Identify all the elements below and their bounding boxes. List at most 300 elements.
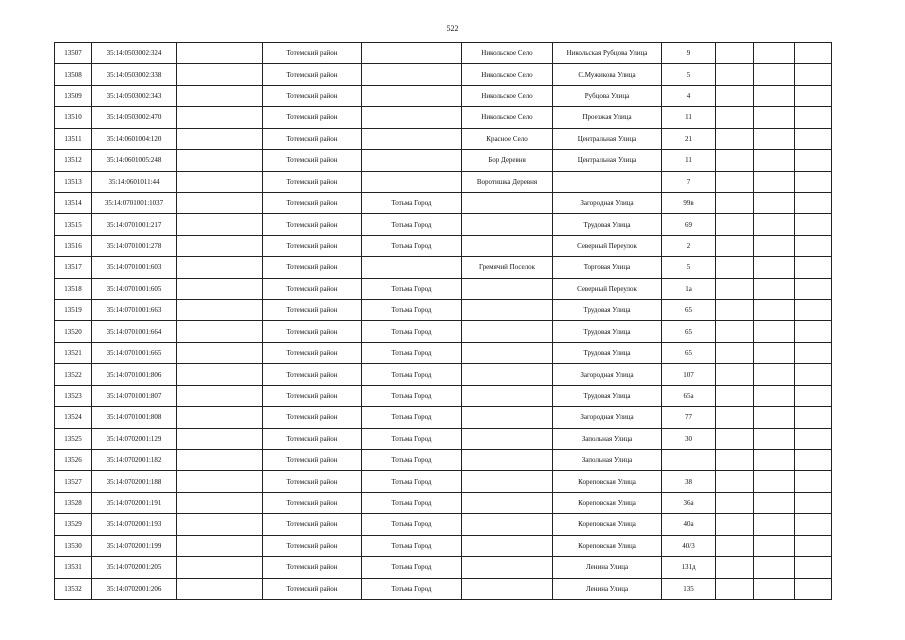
page-number: 522 [446, 24, 459, 33]
table-row [55, 514, 832, 535]
cell-cadastral-number: 35:14:0701001:217 [92, 214, 177, 235]
cell-district: Тотемский район [263, 107, 362, 128]
cell-city: Тотьма Город [362, 492, 462, 513]
table-row [55, 450, 832, 471]
cell-district: Тотемский район [263, 85, 362, 106]
cell-settlement: Никольское Село [462, 107, 553, 128]
cell-blank-col [177, 150, 263, 171]
cell-extra-col-3 [795, 514, 832, 535]
cell-extra-col-3 [795, 450, 832, 471]
table-row [55, 278, 832, 299]
cell-extra-col-2 [754, 150, 795, 171]
cell-extra-col-2 [754, 471, 795, 492]
cell-street: Проезжая Улица [553, 107, 662, 128]
cell-cadastral-number: 35:14:0503002:324 [92, 43, 177, 64]
cell-extra-col-3 [795, 128, 832, 149]
cell-record-number: 13530 [55, 535, 92, 556]
cell-city [362, 171, 462, 192]
cell-district: Тотемский район [263, 364, 362, 385]
cell-extra-col-1 [716, 235, 754, 256]
cell-city [362, 64, 462, 85]
cell-house-number: 65а [662, 385, 716, 406]
cell-extra-col-3 [795, 214, 832, 235]
cell-record-number: 13522 [55, 364, 92, 385]
cell-city: Тотьма Город [362, 300, 462, 321]
cell-house-number: 5 [662, 64, 716, 85]
cell-extra-col-1 [716, 214, 754, 235]
cell-record-number: 13520 [55, 321, 92, 342]
cell-district: Тотемский район [263, 535, 362, 556]
cell-district: Тотемский район [263, 192, 362, 213]
cell-district: Тотемский район [263, 428, 362, 449]
cell-extra-col-1 [716, 257, 754, 278]
cell-street [553, 171, 662, 192]
cell-extra-col-1 [716, 321, 754, 342]
table-row [55, 192, 832, 213]
table-row [55, 385, 832, 406]
cell-cadastral-number: 35:14:0702001:206 [92, 578, 177, 599]
cell-city [362, 85, 462, 106]
cell-house-number: 40/3 [662, 535, 716, 556]
cell-city: Тотьма Город [362, 578, 462, 599]
cell-city [362, 150, 462, 171]
cell-house-number: 30 [662, 428, 716, 449]
cell-house-number [662, 450, 716, 471]
cell-extra-col-3 [795, 64, 832, 85]
cell-city [362, 107, 462, 128]
cell-record-number: 13511 [55, 128, 92, 149]
cell-settlement [462, 364, 553, 385]
cell-settlement [462, 557, 553, 578]
cell-house-number: 2 [662, 235, 716, 256]
cell-city: Тотьма Город [362, 557, 462, 578]
cell-street: Трудовая Улица [553, 300, 662, 321]
cell-record-number: 13517 [55, 257, 92, 278]
cell-cadastral-number: 35:14:0702001:182 [92, 450, 177, 471]
cell-extra-col-2 [754, 492, 795, 513]
cell-cadastral-number: 35:14:0601004:120 [92, 128, 177, 149]
cell-cadastral-number: 35:14:0601011:44 [92, 171, 177, 192]
cell-district: Тотемский район [263, 128, 362, 149]
cell-city: Тотьма Город [362, 192, 462, 213]
cell-cadastral-number: 35:14:0702001:205 [92, 557, 177, 578]
cell-settlement: Никольское Село [462, 85, 553, 106]
cell-extra-col-1 [716, 364, 754, 385]
cell-settlement [462, 214, 553, 235]
cell-blank-col [177, 471, 263, 492]
cell-record-number: 13514 [55, 192, 92, 213]
cell-blank-col [177, 557, 263, 578]
cell-blank-col [177, 492, 263, 513]
table-row [55, 43, 832, 64]
cell-district: Тотемский район [263, 214, 362, 235]
cell-extra-col-2 [754, 214, 795, 235]
cell-record-number: 13525 [55, 428, 92, 449]
cell-house-number: 36а [662, 492, 716, 513]
cell-blank-col [177, 107, 263, 128]
cell-house-number: 5 [662, 257, 716, 278]
cell-district: Тотемский район [263, 235, 362, 256]
cell-extra-col-2 [754, 364, 795, 385]
cell-record-number: 13516 [55, 235, 92, 256]
table-row [55, 535, 832, 556]
cell-district: Тотемский район [263, 407, 362, 428]
cell-street: Трудовая Улица [553, 385, 662, 406]
cell-city: Тотьма Город [362, 428, 462, 449]
table-row [55, 321, 832, 342]
cell-cadastral-number: 35:14:0702001:191 [92, 492, 177, 513]
cell-extra-col-2 [754, 171, 795, 192]
cell-blank-col [177, 43, 263, 64]
cell-record-number: 13523 [55, 385, 92, 406]
cell-extra-col-3 [795, 342, 832, 363]
cell-extra-col-1 [716, 107, 754, 128]
table-row [55, 300, 832, 321]
cell-city: Тотьма Город [362, 407, 462, 428]
cell-extra-col-2 [754, 321, 795, 342]
cell-blank-col [177, 514, 263, 535]
cell-blank-col [177, 300, 263, 321]
table-row [55, 107, 832, 128]
cell-street: Кореповская Улица [553, 514, 662, 535]
cell-blank-col [177, 192, 263, 213]
cell-blank-col [177, 214, 263, 235]
cell-record-number: 13509 [55, 85, 92, 106]
cell-blank-col [177, 450, 263, 471]
cell-settlement [462, 321, 553, 342]
table-row [55, 128, 832, 149]
registry-body [55, 43, 832, 600]
cell-district: Тотемский район [263, 171, 362, 192]
cell-house-number: 69 [662, 214, 716, 235]
cell-house-number: 107 [662, 364, 716, 385]
cell-district: Тотемский район [263, 321, 362, 342]
cell-district: Тотемский район [263, 300, 362, 321]
cell-cadastral-number: 35:14:0701001:1037 [92, 192, 177, 213]
cell-settlement [462, 192, 553, 213]
cell-street: Торговая Улица [553, 257, 662, 278]
cell-street: Трудовая Улица [553, 342, 662, 363]
cell-street: Кореповская Улица [553, 471, 662, 492]
cell-extra-col-1 [716, 407, 754, 428]
cell-house-number: 9 [662, 43, 716, 64]
cell-extra-col-1 [716, 471, 754, 492]
cell-extra-col-1 [716, 171, 754, 192]
cell-district: Тотемский район [263, 278, 362, 299]
cell-settlement: Бор Деревня [462, 150, 553, 171]
cell-house-number: 135 [662, 578, 716, 599]
cell-settlement [462, 450, 553, 471]
cell-extra-col-3 [795, 407, 832, 428]
cell-record-number: 13512 [55, 150, 92, 171]
cell-extra-col-3 [795, 535, 832, 556]
cell-district: Тотемский район [263, 557, 362, 578]
cell-extra-col-2 [754, 257, 795, 278]
cell-settlement [462, 342, 553, 363]
table-row [55, 364, 832, 385]
cell-street: Центральная Улица [553, 128, 662, 149]
cell-extra-col-3 [795, 171, 832, 192]
cell-extra-col-3 [795, 557, 832, 578]
cell-city: Тотьма Город [362, 235, 462, 256]
cell-extra-col-3 [795, 43, 832, 64]
table-row [55, 578, 832, 599]
cell-settlement [462, 385, 553, 406]
table-row [55, 257, 832, 278]
table-row [55, 471, 832, 492]
cell-blank-col [177, 342, 263, 363]
cell-record-number: 13532 [55, 578, 92, 599]
cell-house-number: 11 [662, 107, 716, 128]
cell-settlement: Никольское Село [462, 64, 553, 85]
cell-settlement: Никольское Село [462, 43, 553, 64]
cell-extra-col-2 [754, 514, 795, 535]
cell-street: Загородная Улица [553, 364, 662, 385]
cell-city [362, 43, 462, 64]
cell-cadastral-number: 35:14:0701001:603 [92, 257, 177, 278]
cell-extra-col-3 [795, 578, 832, 599]
cell-extra-col-2 [754, 428, 795, 449]
cell-extra-col-2 [754, 43, 795, 64]
cell-record-number: 13524 [55, 407, 92, 428]
cell-extra-col-2 [754, 300, 795, 321]
cell-street: Запольная Улица [553, 450, 662, 471]
cell-city: Тотьма Город [362, 342, 462, 363]
cell-settlement [462, 514, 553, 535]
cell-record-number: 13529 [55, 514, 92, 535]
cell-record-number: 13531 [55, 557, 92, 578]
property-registry-table [54, 42, 832, 600]
cell-extra-col-3 [795, 192, 832, 213]
table-row [55, 171, 832, 192]
cell-street: С.Мужикова Улица [553, 64, 662, 85]
cell-district: Тотемский район [263, 492, 362, 513]
cell-extra-col-3 [795, 85, 832, 106]
cell-city: Тотьма Город [362, 214, 462, 235]
cell-cadastral-number: 35:14:0701001:665 [92, 342, 177, 363]
cell-extra-col-2 [754, 128, 795, 149]
cell-cadastral-number: 35:14:0701001:808 [92, 407, 177, 428]
cell-extra-col-2 [754, 450, 795, 471]
cell-record-number: 13515 [55, 214, 92, 235]
cell-city [362, 257, 462, 278]
cell-extra-col-2 [754, 278, 795, 299]
cell-extra-col-1 [716, 64, 754, 85]
cell-cadastral-number: 35:14:0701001:664 [92, 321, 177, 342]
cell-blank-col [177, 257, 263, 278]
cell-settlement: Гремячий Поселок [462, 257, 553, 278]
cell-extra-col-2 [754, 235, 795, 256]
cell-house-number: 65 [662, 321, 716, 342]
table-row [55, 214, 832, 235]
cell-record-number: 13510 [55, 107, 92, 128]
cell-house-number: 1а [662, 278, 716, 299]
cell-cadastral-number: 35:14:0702001:193 [92, 514, 177, 535]
table-row [55, 150, 832, 171]
cell-blank-col [177, 578, 263, 599]
table-row [55, 492, 832, 513]
cell-cadastral-number: 35:14:0701001:807 [92, 385, 177, 406]
cell-extra-col-3 [795, 150, 832, 171]
cell-house-number: 65 [662, 300, 716, 321]
cell-cadastral-number: 35:14:0503002:343 [92, 85, 177, 106]
table-row [55, 407, 832, 428]
cell-extra-col-3 [795, 300, 832, 321]
cell-cadastral-number: 35:14:0701001:278 [92, 235, 177, 256]
cell-settlement [462, 300, 553, 321]
table-row [55, 235, 832, 256]
cell-cadastral-number: 35:14:0702001:129 [92, 428, 177, 449]
cell-extra-col-1 [716, 43, 754, 64]
cell-extra-col-3 [795, 428, 832, 449]
cell-record-number: 13508 [55, 64, 92, 85]
cell-cadastral-number: 35:14:0701001:605 [92, 278, 177, 299]
cell-settlement [462, 428, 553, 449]
cell-extra-col-3 [795, 235, 832, 256]
cell-district: Тотемский район [263, 257, 362, 278]
cell-record-number: 13526 [55, 450, 92, 471]
cell-street: Трудовая Улица [553, 214, 662, 235]
cell-extra-col-1 [716, 428, 754, 449]
cell-city: Тотьма Город [362, 514, 462, 535]
cell-street: Никольская Рубцова Улица [553, 43, 662, 64]
cell-blank-col [177, 321, 263, 342]
cell-settlement [462, 407, 553, 428]
cell-street: Загородная Улица [553, 407, 662, 428]
cell-district: Тотемский район [263, 578, 362, 599]
cell-blank-col [177, 407, 263, 428]
cell-extra-col-1 [716, 85, 754, 106]
cell-house-number: 7 [662, 171, 716, 192]
cell-blank-col [177, 64, 263, 85]
cell-city: Тотьма Город [362, 471, 462, 492]
cell-record-number: 13528 [55, 492, 92, 513]
cell-street: Рубцова Улица [553, 85, 662, 106]
cell-settlement [462, 535, 553, 556]
cell-extra-col-2 [754, 192, 795, 213]
cell-blank-col [177, 171, 263, 192]
cell-cadastral-number: 35:14:0701001:806 [92, 364, 177, 385]
cell-settlement: Воротишка Деревня [462, 171, 553, 192]
cell-blank-col [177, 385, 263, 406]
cell-district: Тотемский район [263, 450, 362, 471]
cell-district: Тотемский район [263, 342, 362, 363]
cell-extra-col-1 [716, 578, 754, 599]
cell-record-number: 13513 [55, 171, 92, 192]
cell-district: Тотемский район [263, 471, 362, 492]
cell-city: Тотьма Город [362, 364, 462, 385]
cell-record-number: 13507 [55, 43, 92, 64]
cell-extra-col-3 [795, 471, 832, 492]
cell-city: Тотьма Город [362, 385, 462, 406]
cell-extra-col-2 [754, 557, 795, 578]
cell-blank-col [177, 278, 263, 299]
cell-settlement [462, 578, 553, 599]
cell-street: Запольная Улица [553, 428, 662, 449]
cell-blank-col [177, 535, 263, 556]
cell-extra-col-1 [716, 342, 754, 363]
cell-city: Тотьма Город [362, 321, 462, 342]
cell-cadastral-number: 35:14:0702001:199 [92, 535, 177, 556]
table-row [55, 342, 832, 363]
cell-street: Кореповская Улица [553, 535, 662, 556]
cell-street: Ленина Улица [553, 578, 662, 599]
cell-settlement: Красное Село [462, 128, 553, 149]
cell-house-number: 11 [662, 150, 716, 171]
cell-house-number: 131д [662, 557, 716, 578]
cell-extra-col-1 [716, 150, 754, 171]
cell-house-number: 77 [662, 407, 716, 428]
cell-cadastral-number: 35:14:0702001:188 [92, 471, 177, 492]
cell-blank-col [177, 128, 263, 149]
cell-cadastral-number: 35:14:0701001:663 [92, 300, 177, 321]
cell-record-number: 13527 [55, 471, 92, 492]
cell-city [362, 128, 462, 149]
cell-district: Тотемский район [263, 64, 362, 85]
cell-street: Центральная Улица [553, 150, 662, 171]
cell-street: Северный Переулок [553, 278, 662, 299]
cell-house-number: 21 [662, 128, 716, 149]
cell-blank-col [177, 235, 263, 256]
table-row [55, 64, 832, 85]
cell-blank-col [177, 428, 263, 449]
cell-extra-col-2 [754, 85, 795, 106]
cell-extra-col-1 [716, 492, 754, 513]
cell-district: Тотемский район [263, 514, 362, 535]
table-row [55, 428, 832, 449]
cell-street: Загородная Улица [553, 192, 662, 213]
cell-blank-col [177, 85, 263, 106]
cell-extra-col-1 [716, 557, 754, 578]
cell-extra-col-2 [754, 407, 795, 428]
cell-house-number: 40а [662, 514, 716, 535]
cell-house-number: 38 [662, 471, 716, 492]
table-row [55, 85, 832, 106]
cell-settlement [462, 492, 553, 513]
cell-city: Тотьма Город [362, 278, 462, 299]
cell-district: Тотемский район [263, 385, 362, 406]
cell-settlement [462, 278, 553, 299]
cell-cadastral-number: 35:14:0601005:248 [92, 150, 177, 171]
cell-extra-col-2 [754, 385, 795, 406]
cell-street: Кореповская Улица [553, 492, 662, 513]
cell-extra-col-2 [754, 107, 795, 128]
cell-extra-col-1 [716, 278, 754, 299]
cell-extra-col-1 [716, 192, 754, 213]
cell-extra-col-2 [754, 535, 795, 556]
cell-street: Ленина Улица [553, 557, 662, 578]
cell-house-number: 99в [662, 192, 716, 213]
cell-extra-col-3 [795, 364, 832, 385]
cell-extra-col-3 [795, 492, 832, 513]
cell-extra-col-2 [754, 578, 795, 599]
cell-extra-col-3 [795, 107, 832, 128]
cell-extra-col-1 [716, 535, 754, 556]
cell-extra-col-3 [795, 278, 832, 299]
cell-extra-col-2 [754, 342, 795, 363]
cell-street: Северный Переулок [553, 235, 662, 256]
cell-house-number: 4 [662, 85, 716, 106]
cell-settlement [462, 235, 553, 256]
cell-extra-col-1 [716, 128, 754, 149]
cell-city: Тотьма Город [362, 535, 462, 556]
cell-record-number: 13521 [55, 342, 92, 363]
cell-street: Трудовая Улица [553, 321, 662, 342]
cell-cadastral-number: 35:14:0503002:470 [92, 107, 177, 128]
cell-record-number: 13518 [55, 278, 92, 299]
cell-settlement [462, 471, 553, 492]
cell-extra-col-3 [795, 257, 832, 278]
